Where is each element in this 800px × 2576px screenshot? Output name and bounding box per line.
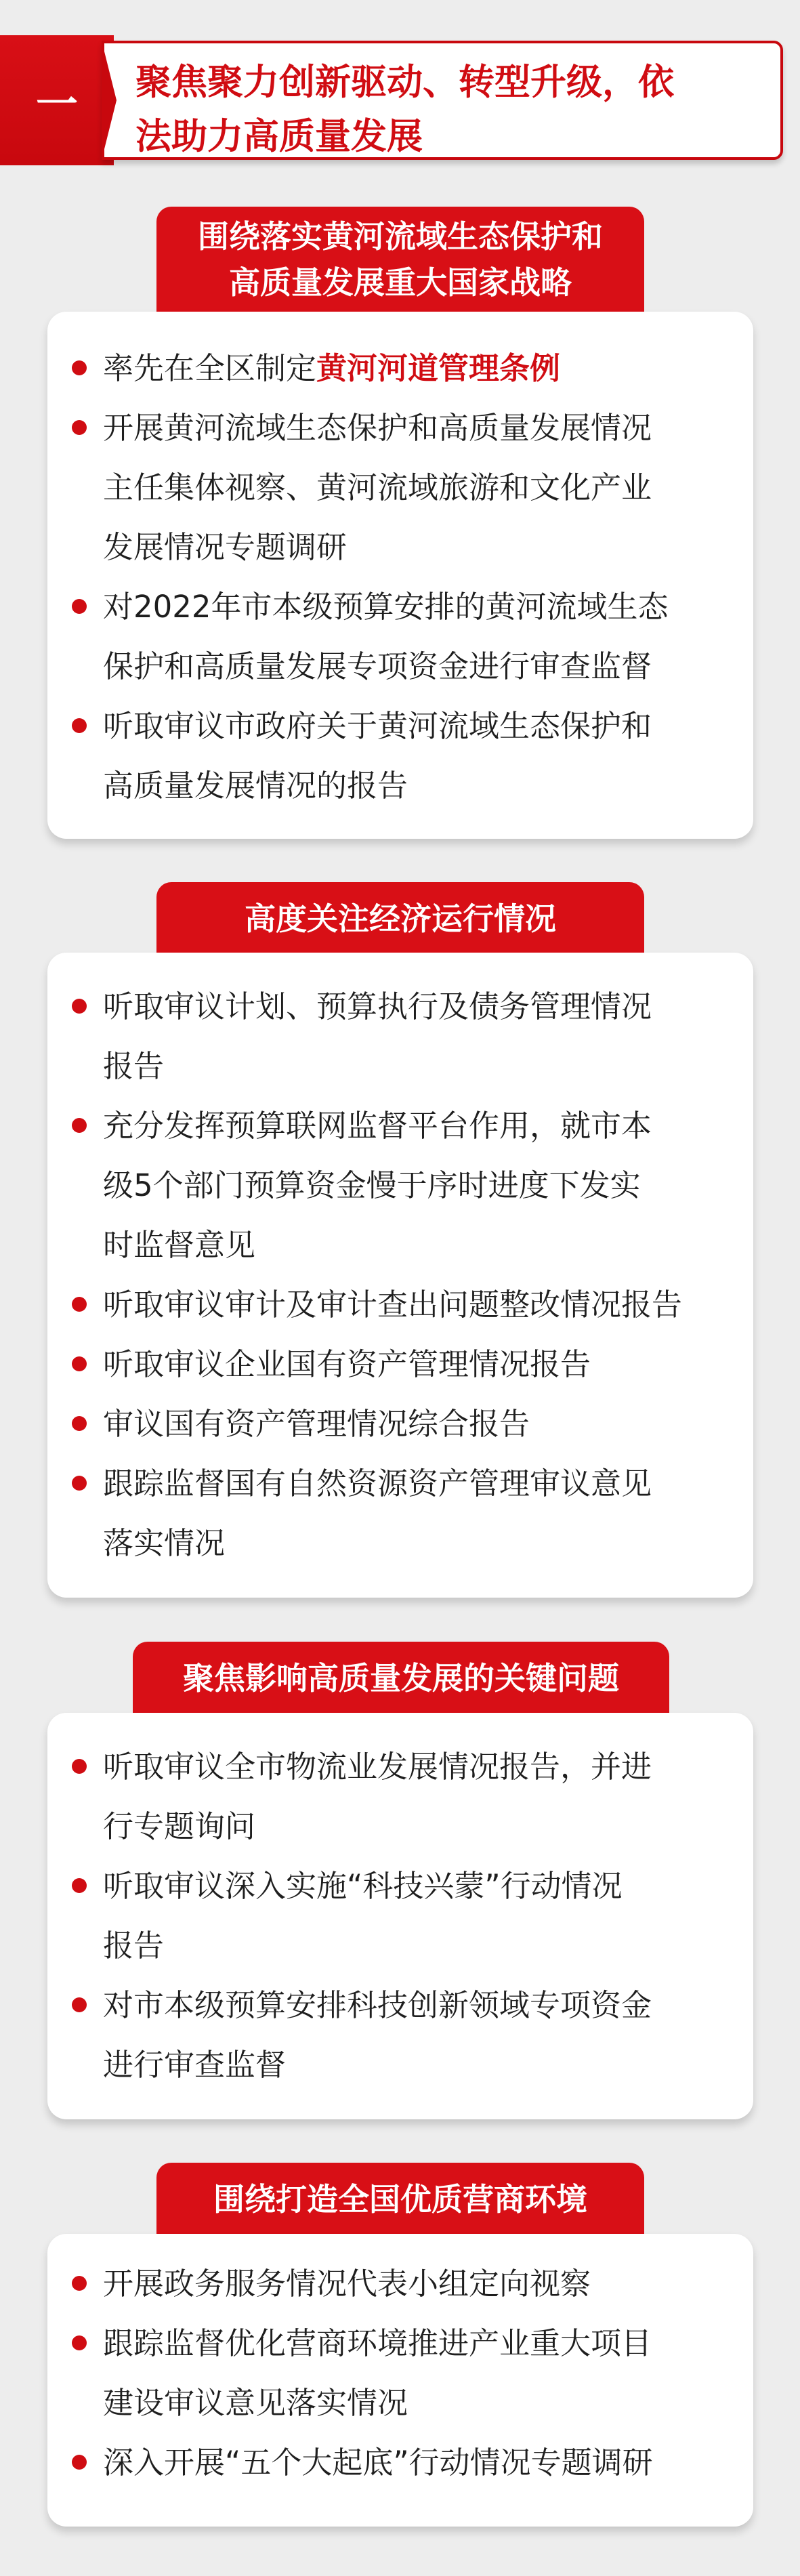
regulation-highlight: 黄河河道管理条例 [316, 350, 561, 386]
list-item-line: 时监督意见 [103, 1227, 256, 1263]
list-item [103, 697, 725, 816]
list-item-line: 跟踪监督国有自然资源资产管理审议意见 [103, 1466, 652, 1501]
section-1-title [156, 207, 644, 314]
list-item-line: 落实情况 [103, 1525, 226, 1561]
chapter-title-line-2: 法助力高质量发展 [135, 116, 423, 157]
list-item [103, 1454, 725, 1573]
list-item [103, 339, 725, 398]
list-item-line: 进行审查监督 [103, 2047, 287, 2083]
list-item-line: 开展黄河流域生态保护和高质量发展情况 [103, 410, 652, 446]
list-item-line: 报告 [103, 1928, 165, 1964]
chapter-title-line-1: 聚焦聚力创新驱动、转型升级，依 [135, 62, 674, 103]
section-1-title-line-1: 围绕落实黄河流域生态保护和 [198, 218, 603, 255]
list-item-line: 听取审议市政府关于黄河流域生态保护和 [103, 708, 652, 744]
section-4-card [47, 2234, 753, 2527]
list-item [103, 2314, 725, 2433]
section-3-title-text: 聚焦影响高质量发展的关键问题 [183, 1660, 619, 1697]
list-item [103, 398, 725, 577]
list-item [103, 1275, 725, 1335]
list-item-line: 听取审议企业国有资产管理情况报告 [103, 1346, 591, 1382]
list-item-line: 对2022年市本级预算安排的黄河流域生态 [103, 589, 669, 625]
section-3-title [133, 1642, 669, 1715]
list-item [103, 2254, 725, 2314]
list-item [103, 1737, 725, 1856]
list-item-line: 审议国有资产管理情况综合报告 [103, 1406, 530, 1442]
list-item-line: 听取审议审计及审计查出问题整改情况报告 [103, 1287, 683, 1323]
list-item-line: 对市本级预算安排科技创新领域专项资金 [103, 1987, 652, 2023]
chapter-number: 一 [0, 35, 114, 165]
section-1-card [47, 312, 753, 839]
list-item-line: 充分发挥预算联网监督平台作用，就市本 [103, 1108, 652, 1144]
list-item-line: 开展政务服务情况代表小组定向视察 [103, 2266, 591, 2302]
list-item-text: 率先在全区制定 [103, 350, 317, 386]
list-item-line: 报告 [103, 1048, 165, 1084]
chapter-title [102, 41, 783, 160]
list-item-line: 级5个部门预算资金慢于序时进度下发实 [103, 1167, 641, 1203]
section-3-card [47, 1713, 753, 2119]
list-item [103, 1976, 725, 2095]
list-item-line: 高质量发展情况的报告 [103, 768, 408, 804]
section-4-title-text: 围绕打造全国优质营商环境 [213, 2181, 587, 2218]
list-item-line: 听取审议深入实施“科技兴蒙”行动情况 [103, 1868, 623, 1904]
banner-pointer-decoration [102, 41, 117, 160]
list-item [103, 1856, 725, 1976]
list-item-line: 发展情况专题调研 [103, 529, 348, 565]
list-item [103, 2433, 725, 2493]
list-item [103, 1335, 725, 1394]
section-2-title [156, 882, 644, 955]
section-2-card [47, 953, 753, 1598]
section-2-title-text: 高度关注经济运行情况 [245, 900, 556, 937]
chapter-banner [0, 35, 786, 165]
section-4-title [156, 2163, 644, 2236]
list-item-line: 主任集体视察、黄河流域旅游和文化产业 [103, 470, 652, 505]
list-item [103, 1394, 725, 1454]
list-item-line: 深入开展“五个大起底”行动情况专题调研 [103, 2445, 653, 2480]
list-item [103, 577, 725, 697]
list-item-line: 行专题询问 [103, 1808, 256, 1844]
list-item-line: 保护和高质量发展专项资金进行审查监督 [103, 648, 652, 684]
section-1-title-line-2: 高质量发展重大国家战略 [229, 264, 572, 301]
list-item-line: 听取审议计划、预算执行及债务管理情况 [103, 989, 652, 1024]
list-item-line: 听取审议全市物流业发展情况报告，并进 [103, 1749, 652, 1785]
list-item-line: 跟踪监督优化营商环境推进产业重大项目 [103, 2325, 652, 2361]
list-item [103, 1096, 725, 1275]
list-item [103, 977, 725, 1096]
list-item-line: 建设审议意见落实情况 [103, 2385, 408, 2421]
